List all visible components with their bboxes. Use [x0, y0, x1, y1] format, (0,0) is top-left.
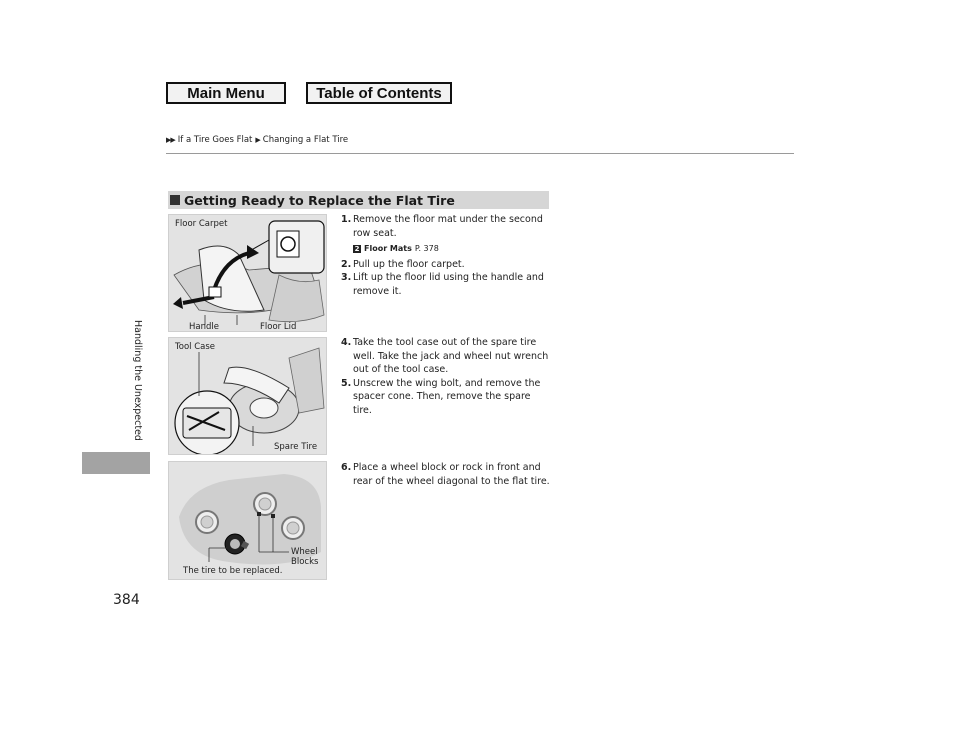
tire-replaced-label: The tire to be replaced.: [183, 566, 283, 576]
step-text: Unscrew the wing bolt, and remove the spacer cone. Then, remove the spare tire.: [353, 377, 541, 416]
step-item: [341, 377, 551, 418]
chapter-side-label: Handling the Unexpected: [132, 320, 143, 441]
step-text: Remove the floor mat under the second row seat.: [353, 214, 543, 239]
xref-title[interactable]: Floor Mats: [364, 244, 412, 253]
floor-carpet-label: Floor Carpet: [175, 219, 228, 229]
handle-label: Handle: [189, 322, 219, 332]
breadcrumb-current: Changing a Flat Tire: [262, 135, 349, 145]
step-item: [341, 213, 551, 240]
step-item: [341, 271, 551, 298]
steps-group-1: [341, 213, 551, 298]
step-text: Place a wheel block or rock in front and rear of the wheel diagonal to the flat tire.: [353, 462, 550, 487]
step-text: Take the tool case out of the spare tire well. Take the jack and wheel nut wrench out of the tool case.: [353, 337, 549, 375]
table-of-contents-button[interactable]: Table of Contents: [306, 82, 452, 104]
chapter-tab: [82, 452, 150, 474]
tool-case-label: Tool Case: [175, 342, 216, 352]
section-title: Getting Ready to Replace the Flat Tire: [184, 192, 455, 208]
step-item: [341, 258, 551, 272]
step-number: 3.: [341, 272, 352, 283]
header-divider: [166, 153, 794, 154]
breadcrumb-arrow-icon: ▶: [255, 136, 260, 144]
step-number: 2.: [341, 258, 352, 270]
cross-reference-link[interactable]: [353, 242, 551, 256]
tool-case-figure: [168, 337, 327, 455]
xref-page: P. 378: [414, 244, 439, 253]
wheel-label: Wheel: [291, 547, 318, 557]
step-item: [341, 461, 551, 488]
step-number: 4.: [341, 337, 352, 348]
breadcrumb-link-flat-tire[interactable]: If a Tire Goes Flat: [177, 135, 253, 145]
reference-arrow-icon: 2: [354, 244, 360, 253]
floor-lid-label: Floor Lid: [260, 322, 297, 332]
step-text: Lift up the floor lid using the handle and remove it.: [353, 272, 544, 297]
page-number: 384: [113, 592, 140, 608]
steps-group-3: [341, 461, 551, 488]
section-square-icon: [170, 195, 180, 205]
spare-tire-label: Spare Tire: [274, 442, 318, 452]
step-number: 1.: [341, 214, 352, 225]
steps-group-2: [341, 336, 551, 417]
floor-carpet-illustration: [169, 215, 327, 332]
step-item: [341, 336, 551, 377]
step-number: 5.: [341, 377, 352, 389]
step-text: Pull up the floor carpet.: [353, 258, 465, 270]
breadcrumb-arrow-icon: ▶▶: [166, 136, 175, 144]
floor-carpet-figure: [168, 214, 327, 332]
step-number: 6.: [341, 462, 352, 473]
tool-case-illustration: [169, 338, 327, 455]
section-heading: [168, 191, 549, 209]
blocks-label: Blocks: [291, 557, 319, 567]
wheel-blocks-figure: [168, 461, 327, 580]
breadcrumb: [166, 135, 348, 145]
main-menu-button[interactable]: Main Menu: [166, 82, 286, 104]
